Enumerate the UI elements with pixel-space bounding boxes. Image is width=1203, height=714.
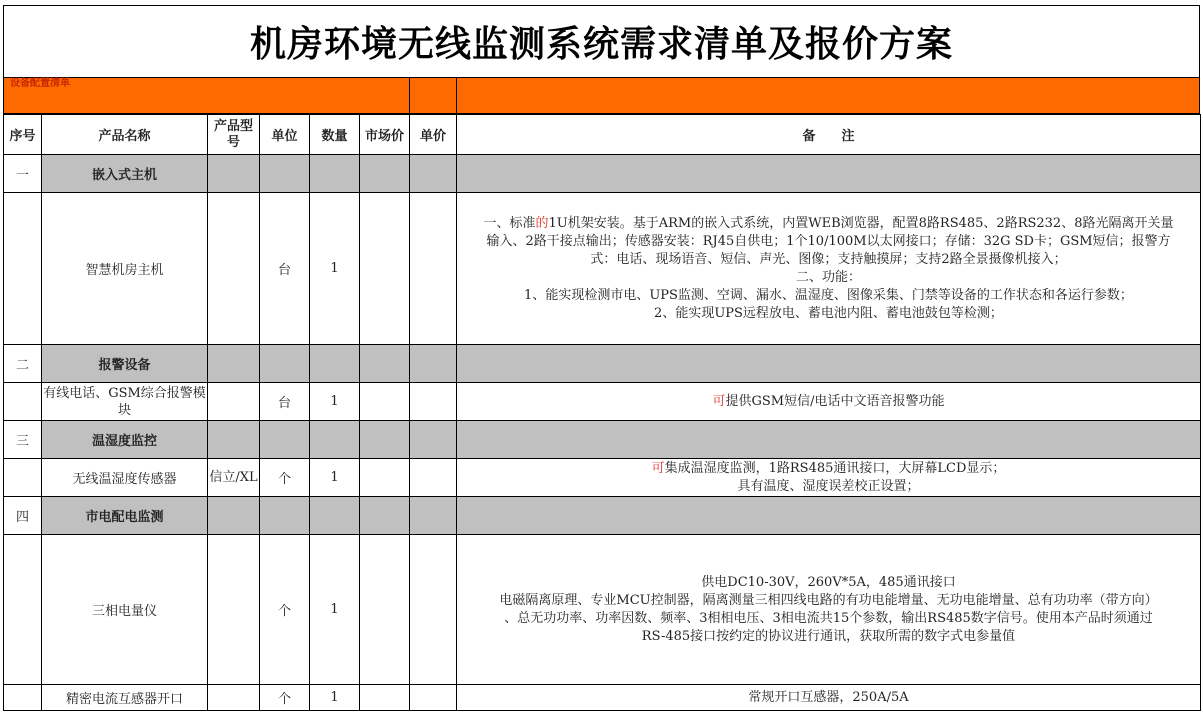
item-unit-price[interactable]	[410, 685, 457, 711]
remark-line: 式：电话、现场语音、短信、声光、图像；支持触摸屏；支持2路全景摄像机接入；	[590, 251, 1067, 267]
remark-line: 电磁隔离原理、专业MCU控制器，隔离测量三相四线电路的有功电能增量、无功电能增量、总有功功率（带方向）	[499, 592, 1158, 608]
cell[interactable]	[208, 345, 260, 383]
cell[interactable]	[410, 345, 457, 383]
item-qty[interactable]: 1	[310, 383, 360, 421]
cell[interactable]	[208, 421, 260, 459]
remark-line: 2、能实现UPS远程放电、蓄电池内阻、蓄电池鼓包等检测；	[654, 305, 1003, 321]
item-index[interactable]	[4, 685, 42, 711]
cell[interactable]	[208, 155, 260, 193]
item-market-price[interactable]	[360, 685, 410, 711]
table-row	[4, 535, 1201, 685]
remark-line: 输入、2路干接点输出；传感器安装：RJ45自供电；1个10/100M以太网接口；存储：32G SD卡；GSM短信；报警方	[486, 233, 1171, 249]
remark-line: 、总无功功率、功率因数、频率、3相相电压、3相电流共15个参数，输出RS485数字信号。使用本产品时须通过	[504, 610, 1153, 626]
cell[interactable]	[310, 155, 360, 193]
item-unit[interactable]: 个	[260, 459, 310, 497]
item-remark[interactable]	[457, 535, 1201, 685]
cell[interactable]	[260, 497, 310, 535]
header-row	[4, 115, 1201, 155]
cell[interactable]	[457, 155, 1201, 193]
header-market-price[interactable]: 市场价	[360, 115, 410, 155]
remark-line: 二、功能：	[795, 269, 861, 285]
cell[interactable]	[457, 421, 1201, 459]
cell[interactable]	[360, 155, 410, 193]
cell[interactable]	[360, 421, 410, 459]
item-remark[interactable]	[457, 459, 1201, 497]
header-unit-price[interactable]: 单价	[410, 115, 457, 155]
remark-line: 1、能实现检测市电、UPS监测、空调、漏水、温湿度、图像采集、门禁等设备的工作状态和各运行参数；	[524, 287, 1133, 303]
quote-table	[3, 114, 1201, 711]
section-title[interactable]: 嵌入式主机	[42, 155, 208, 193]
item-name[interactable]: 智慧机房主机	[42, 193, 208, 345]
item-unit[interactable]: 台	[260, 383, 310, 421]
header-qty[interactable]: 数量	[310, 115, 360, 155]
cell[interactable]	[360, 497, 410, 535]
cell[interactable]	[260, 421, 310, 459]
section-row	[4, 345, 1201, 383]
orange-band-divider	[456, 78, 457, 113]
item-qty[interactable]: 1	[310, 685, 360, 711]
remark-text: 一、标准	[483, 215, 536, 231]
cell[interactable]	[360, 345, 410, 383]
section-title[interactable]: 市电配电监测	[42, 497, 208, 535]
cell[interactable]	[310, 345, 360, 383]
cell[interactable]	[457, 345, 1201, 383]
item-model[interactable]: 信立/XL	[208, 459, 260, 497]
item-index[interactable]	[4, 535, 42, 685]
item-index[interactable]	[4, 459, 42, 497]
item-market-price[interactable]	[360, 383, 410, 421]
item-unit-price[interactable]	[410, 535, 457, 685]
section-title[interactable]: 报警设备	[42, 345, 208, 383]
orange-band-row[interactable]	[3, 77, 1200, 114]
item-model[interactable]	[208, 535, 260, 685]
item-model[interactable]	[208, 193, 260, 345]
remark-text: 集成温湿度监测，1路RS485通讯接口，大屏幕LCD显示；	[664, 460, 1006, 476]
remark-line: 常规开口互感器，250A/5A	[748, 689, 909, 705]
remark-highlight: 可	[712, 393, 726, 409]
remark-line	[457, 215, 1200, 233]
item-model[interactable]	[208, 383, 260, 421]
section-row	[4, 155, 1201, 193]
header-remark[interactable]: 备 注	[457, 115, 1201, 155]
item-market-price[interactable]	[360, 193, 410, 345]
header-name[interactable]: 产品名称	[42, 115, 208, 155]
remark-highlight: 的	[535, 215, 549, 231]
item-name[interactable]: 有线电话、GSM综合报警模块	[42, 383, 208, 421]
cell[interactable]	[208, 497, 260, 535]
table-row	[4, 383, 1201, 421]
remark-line: 供电DC10-30V，260V*5A，485通讯接口	[701, 574, 956, 590]
cell[interactable]	[310, 421, 360, 459]
section-row	[4, 497, 1201, 535]
item-unit[interactable]: 台	[260, 193, 310, 345]
remark-highlight: 可	[651, 460, 665, 476]
item-unit-price[interactable]	[410, 383, 457, 421]
item-unit[interactable]: 个	[260, 535, 310, 685]
remark-line: 具有温度、湿度误差校正设置；	[737, 478, 920, 494]
item-remark[interactable]	[457, 193, 1201, 345]
remark-line: RS-485接口按约定的协议进行通讯，获取所需的数字式电参量值	[641, 628, 1016, 644]
remark-line	[457, 393, 1200, 411]
cell[interactable]	[410, 155, 457, 193]
item-market-price[interactable]	[360, 535, 410, 685]
section-index[interactable]: 二	[4, 345, 42, 383]
item-qty[interactable]: 1	[310, 535, 360, 685]
table-row	[4, 685, 1201, 711]
header-model[interactable]: 产品型号	[208, 115, 260, 155]
item-unit-price[interactable]	[410, 193, 457, 345]
remark-line	[457, 460, 1200, 478]
page-title: 机房环境无线监测系统需求清单及报价方案	[249, 23, 953, 65]
section-index[interactable]: 三	[4, 421, 42, 459]
section-index[interactable]: 一	[4, 155, 42, 193]
item-index[interactable]	[4, 383, 42, 421]
cell[interactable]	[410, 421, 457, 459]
item-index[interactable]	[4, 193, 42, 345]
cell[interactable]	[310, 497, 360, 535]
table-row	[4, 459, 1201, 497]
item-model[interactable]	[208, 685, 260, 711]
header-index[interactable]: 序号	[4, 115, 42, 155]
remark-text: 1U机架安装。基于ARM的嵌入式系统，内置WEB浏览器，配置8路RS485、2路RS232、8路光隔离开关量	[548, 215, 1174, 231]
remark-text: 提供GSM短信/电话中文语音报警功能	[725, 393, 945, 409]
orange-band-divider	[409, 78, 410, 113]
cell[interactable]	[260, 345, 310, 383]
item-qty[interactable]: 1	[310, 193, 360, 345]
item-name[interactable]: 无线温湿度传感器	[42, 459, 208, 497]
item-name[interactable]: 三相电量仪	[42, 535, 208, 685]
item-market-price[interactable]	[360, 459, 410, 497]
item-name[interactable]: 精密电流互感器开口	[42, 685, 208, 711]
section-title[interactable]: 温湿度监控	[42, 421, 208, 459]
item-remark[interactable]	[457, 685, 1201, 711]
orange-band-label: 设备配置清单	[10, 78, 70, 89]
item-unit-price[interactable]	[410, 459, 457, 497]
section-index[interactable]: 四	[4, 497, 42, 535]
item-qty[interactable]: 1	[310, 459, 360, 497]
title-cell[interactable]	[3, 5, 1200, 77]
item-remark[interactable]	[457, 383, 1201, 421]
section-row	[4, 421, 1201, 459]
header-unit[interactable]: 单位	[260, 115, 310, 155]
cell[interactable]	[260, 155, 310, 193]
cell[interactable]	[410, 497, 457, 535]
cell[interactable]	[457, 497, 1201, 535]
item-unit[interactable]: 个	[260, 685, 310, 711]
table-row	[4, 193, 1201, 345]
